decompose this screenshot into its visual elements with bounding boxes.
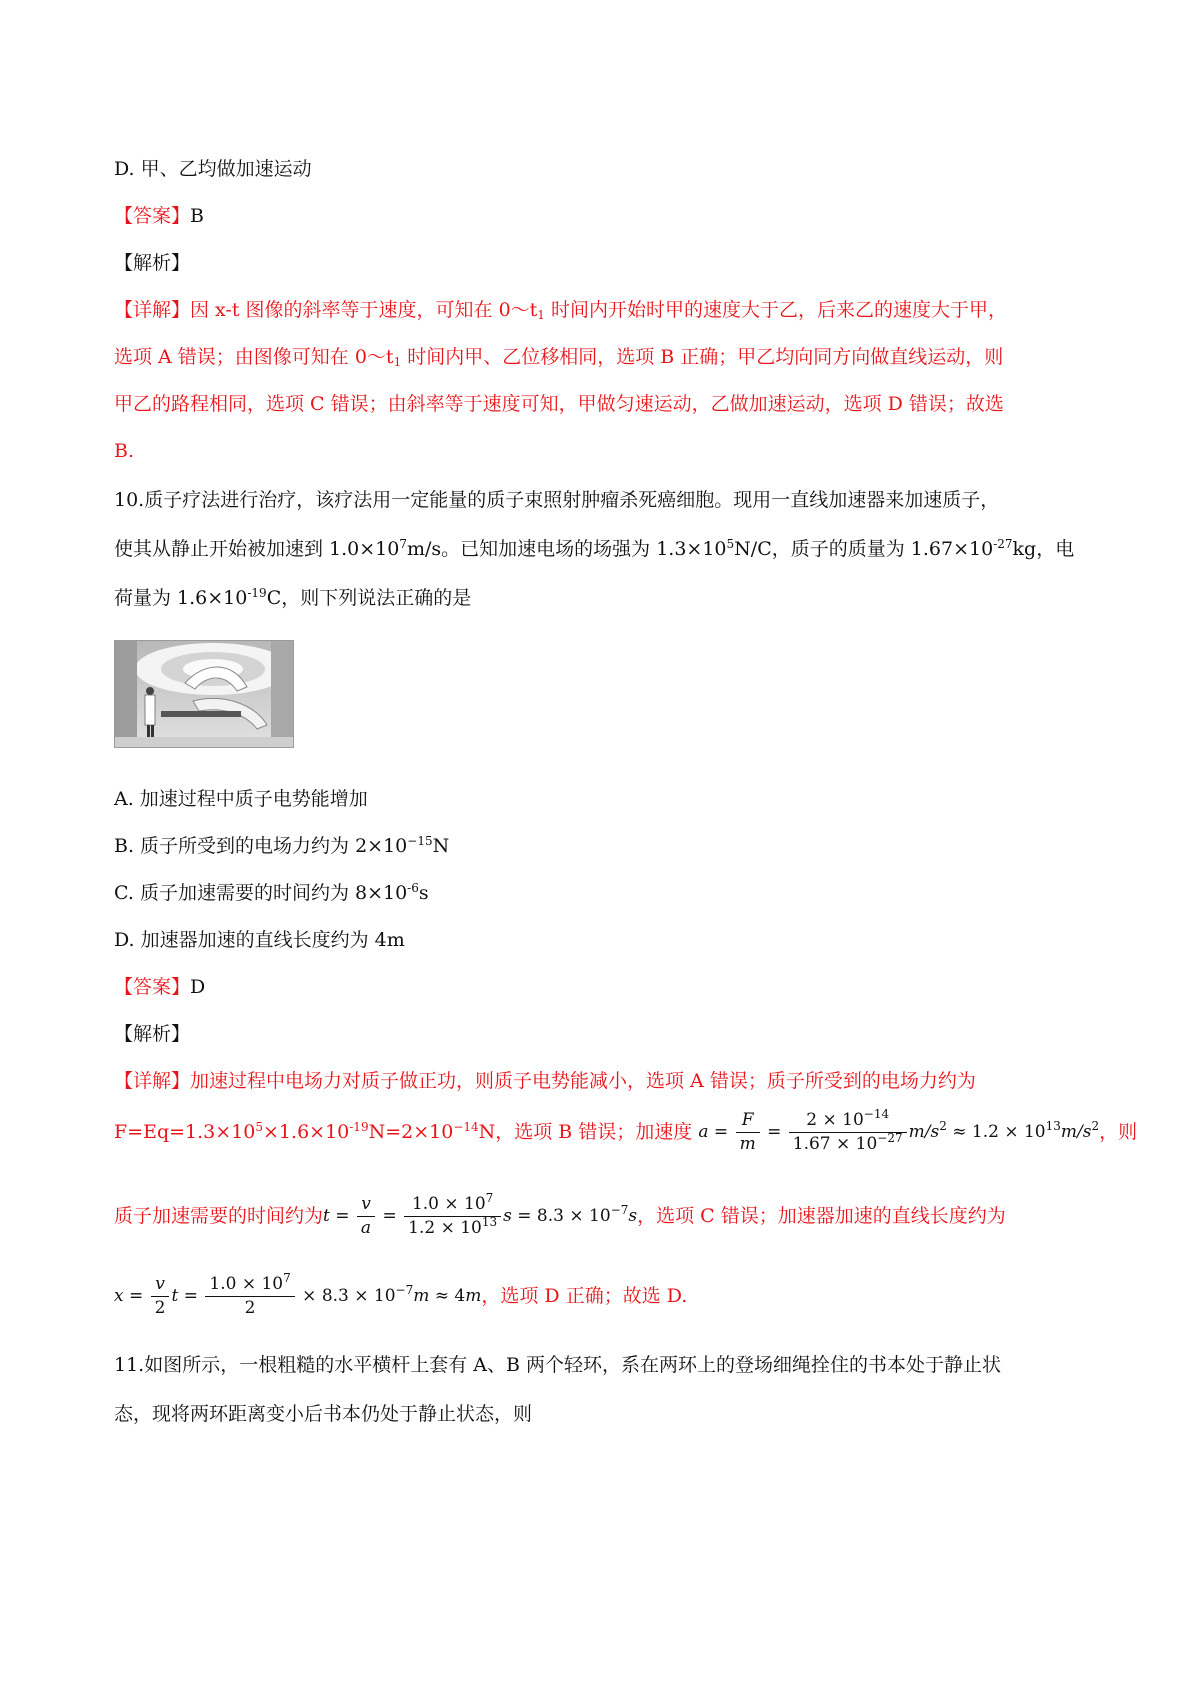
stem-text: 荷量为 1.6×10 <box>114 587 248 609</box>
proton-therapy-photo <box>114 640 294 748</box>
variable-a: a <box>698 1122 709 1142</box>
numerator: F <box>736 1112 760 1133</box>
exponent: −27 <box>877 1131 903 1145</box>
unit: m/s <box>1060 1122 1092 1142</box>
formula-text: ，则 <box>1099 1121 1138 1143</box>
denominator: 1.67 × 10 <box>792 1134 878 1154</box>
detail-text: 因 x-t 图像的斜率等于速度，可知在 0～t <box>190 299 538 321</box>
exponent: 2 <box>1091 1119 1100 1133</box>
variable-x: x <box>114 1286 124 1306</box>
option-text: s <box>418 882 429 904</box>
q9-analysis-tag: 【解析】 <box>114 252 191 274</box>
stem-text: m/s。已知加速电场的场强为 1.3×10 <box>407 538 727 560</box>
q9-detail-line-2 <box>114 348 1003 367</box>
subscript: 1 <box>537 308 545 322</box>
formula-text: N，选项 B 错误；加速度 <box>478 1121 693 1143</box>
q9-detail-line-1 <box>114 301 1007 320</box>
fraction-velocity-over-2 <box>205 1271 294 1318</box>
exponent: -19 <box>247 586 267 600</box>
equals-sign: = <box>713 1122 729 1142</box>
q9-answer-line <box>114 207 204 226</box>
numerator: v <box>357 1196 375 1217</box>
q9-detail-line-3: 甲乙的路程相同，选项 C 错误；由斜率等于速度可知，甲做匀速运动，乙做加速运动，选项 D 错误；故选 <box>114 393 1004 415</box>
q10-analysis-tag: 【解析】 <box>114 1023 191 1045</box>
formula-text: ×1.6×10 <box>263 1121 350 1143</box>
numerator: 2 × 10 <box>806 1110 864 1130</box>
q11-stem-line-2: 态，现将两环距离变小后书本仍处于静止状态，则 <box>114 1403 533 1425</box>
q10-detail-line-1 <box>114 1072 976 1091</box>
fraction-force-over-mass <box>789 1107 907 1154</box>
approx-value: ≈ 1.2 × 10 <box>946 1122 1046 1142</box>
fraction-f-over-m <box>736 1112 760 1153</box>
acceleration-formula <box>698 1107 1100 1154</box>
denominator: 2 <box>154 1298 166 1318</box>
result-value: × 8.3 × 10 <box>296 1286 396 1306</box>
fraction-velocity-over-acceleration <box>404 1191 501 1238</box>
exponent: 2 <box>939 1119 947 1133</box>
stem-text: 使其从静止开始被加速到 1.0×10 <box>114 538 400 560</box>
equals-sign: = <box>382 1206 397 1226</box>
exponent: -19 <box>349 1120 369 1134</box>
approx-value: ≈ 4 <box>429 1286 466 1306</box>
formula-text: F=Eq=1.3×10 <box>114 1121 256 1143</box>
answer-tag: 【答案】 <box>114 205 191 227</box>
exponent: −7 <box>610 1203 629 1217</box>
q10-stem-line-1: 10.质子疗法进行治疗，该疗法用一定能量的质子束照射肿瘤杀死癌细胞。现用一直线加速器来加速质子， <box>114 489 1000 511</box>
detail-text: 选项 A 错误；由图像可知在 0～t <box>114 346 394 368</box>
q10-distance-line <box>114 1271 688 1318</box>
variable-t: t <box>323 1206 330 1226</box>
answer-value: B <box>190 205 204 227</box>
time-formula <box>323 1191 638 1238</box>
exponent: 13 <box>481 1215 498 1229</box>
exponent: -27 <box>993 537 1013 551</box>
result-value: = 8.3 × 10 <box>511 1206 611 1226</box>
detail-text: 加速过程中电场力对质子做正功，则质子电势能减小，选项 A 错误；质子所受到的电场力约为 <box>190 1070 976 1092</box>
unit: m <box>413 1286 430 1306</box>
stem-text: kg，电 <box>1012 538 1075 560</box>
subscript: 1 <box>393 355 402 369</box>
detail-tag: 【详解】 <box>114 299 191 321</box>
q9-detail-line-4: B. <box>114 440 135 462</box>
force-calc <box>114 1121 692 1143</box>
distance-formula <box>114 1271 482 1318</box>
q10-force-acceleration-line <box>114 1107 1138 1154</box>
exponent: 13 <box>1045 1119 1061 1133</box>
exponent: 5 <box>255 1120 264 1134</box>
denominator: m <box>739 1134 756 1154</box>
q11-stem-line-1: 11.如图所示，一根粗糙的水平横杆上套有 A、B 两个轻环，系在两环上的登场细绳拴住的书本处于静止状 <box>114 1354 1001 1376</box>
formula-text: ，选项 D 正确；故选 D. <box>481 1285 688 1307</box>
detail-text: 时间内甲、乙位移相同，选项 B 正确；甲乙均向同方向做直线运动，则 <box>401 346 1004 368</box>
variable-t: t <box>171 1286 179 1306</box>
equals-sign: = <box>183 1286 198 1306</box>
equals-sign: = <box>767 1122 782 1142</box>
exponent: 7 <box>485 1191 494 1205</box>
denominator: 1.2 × 10 <box>408 1218 482 1238</box>
q10-option-b <box>114 834 450 857</box>
unit: s <box>503 1206 512 1226</box>
answer-value: D <box>190 976 206 998</box>
unit: m/s <box>908 1122 940 1142</box>
q10-stem-line-3 <box>114 586 472 609</box>
answer-tag: 【答案】 <box>114 976 191 998</box>
exponent: −7 <box>395 1283 414 1297</box>
stem-text: C，则下列说法正确的是 <box>266 587 472 609</box>
denominator: a <box>360 1218 372 1238</box>
option-text: N <box>432 835 450 857</box>
exponent: 7 <box>399 537 407 551</box>
numerator: 1.0 × 10 <box>209 1274 284 1294</box>
fraction-v-over-a <box>357 1196 375 1237</box>
q10-time-line <box>114 1191 1006 1238</box>
exponent: 5 <box>726 537 735 551</box>
q10-stem-line-2 <box>114 537 1075 560</box>
q10-option-a: A. 加速过程中质子电势能增加 <box>114 788 368 810</box>
numerator: v <box>151 1276 170 1297</box>
q10-answer-line <box>114 978 205 997</box>
detail-text: 时间内开始时甲的速度大于乙，后来乙的速度大于甲， <box>544 299 1007 321</box>
formula-text: 质子加速需要的时间约为 <box>114 1205 324 1227</box>
formula-text: N=2×10 <box>368 1121 454 1143</box>
option-text: B. 质子所受到的电场力约为 2×10 <box>114 835 408 857</box>
option-text: C. 质子加速需要的时间约为 8×10 <box>114 882 408 904</box>
formula-text: ，选项 C 错误；加速器加速的直线长度约为 <box>637 1205 1006 1227</box>
exponent: −14 <box>453 1120 479 1134</box>
exponent: -6 <box>407 881 419 895</box>
stem-text: N/C，质子的质量为 1.67×10 <box>734 538 994 560</box>
exponent: −15 <box>407 834 433 848</box>
denominator: 2 <box>244 1298 256 1318</box>
equals-sign: = <box>129 1286 144 1306</box>
unit: s <box>628 1206 638 1226</box>
equals-sign: = <box>335 1206 350 1226</box>
fraction-v-over-2 <box>151 1276 170 1317</box>
numerator: 1.0 × 10 <box>411 1194 486 1214</box>
q10-option-c <box>114 881 429 904</box>
q10-option-d: D. 加速器加速的直线长度约为 4m <box>114 929 405 951</box>
detail-tag: 【详解】 <box>114 1070 191 1092</box>
unit: m <box>465 1286 482 1306</box>
exponent: −14 <box>863 1107 890 1121</box>
exponent: 7 <box>283 1271 291 1285</box>
q9-option-d: D. 甲、乙均做加速运动 <box>114 158 312 180</box>
